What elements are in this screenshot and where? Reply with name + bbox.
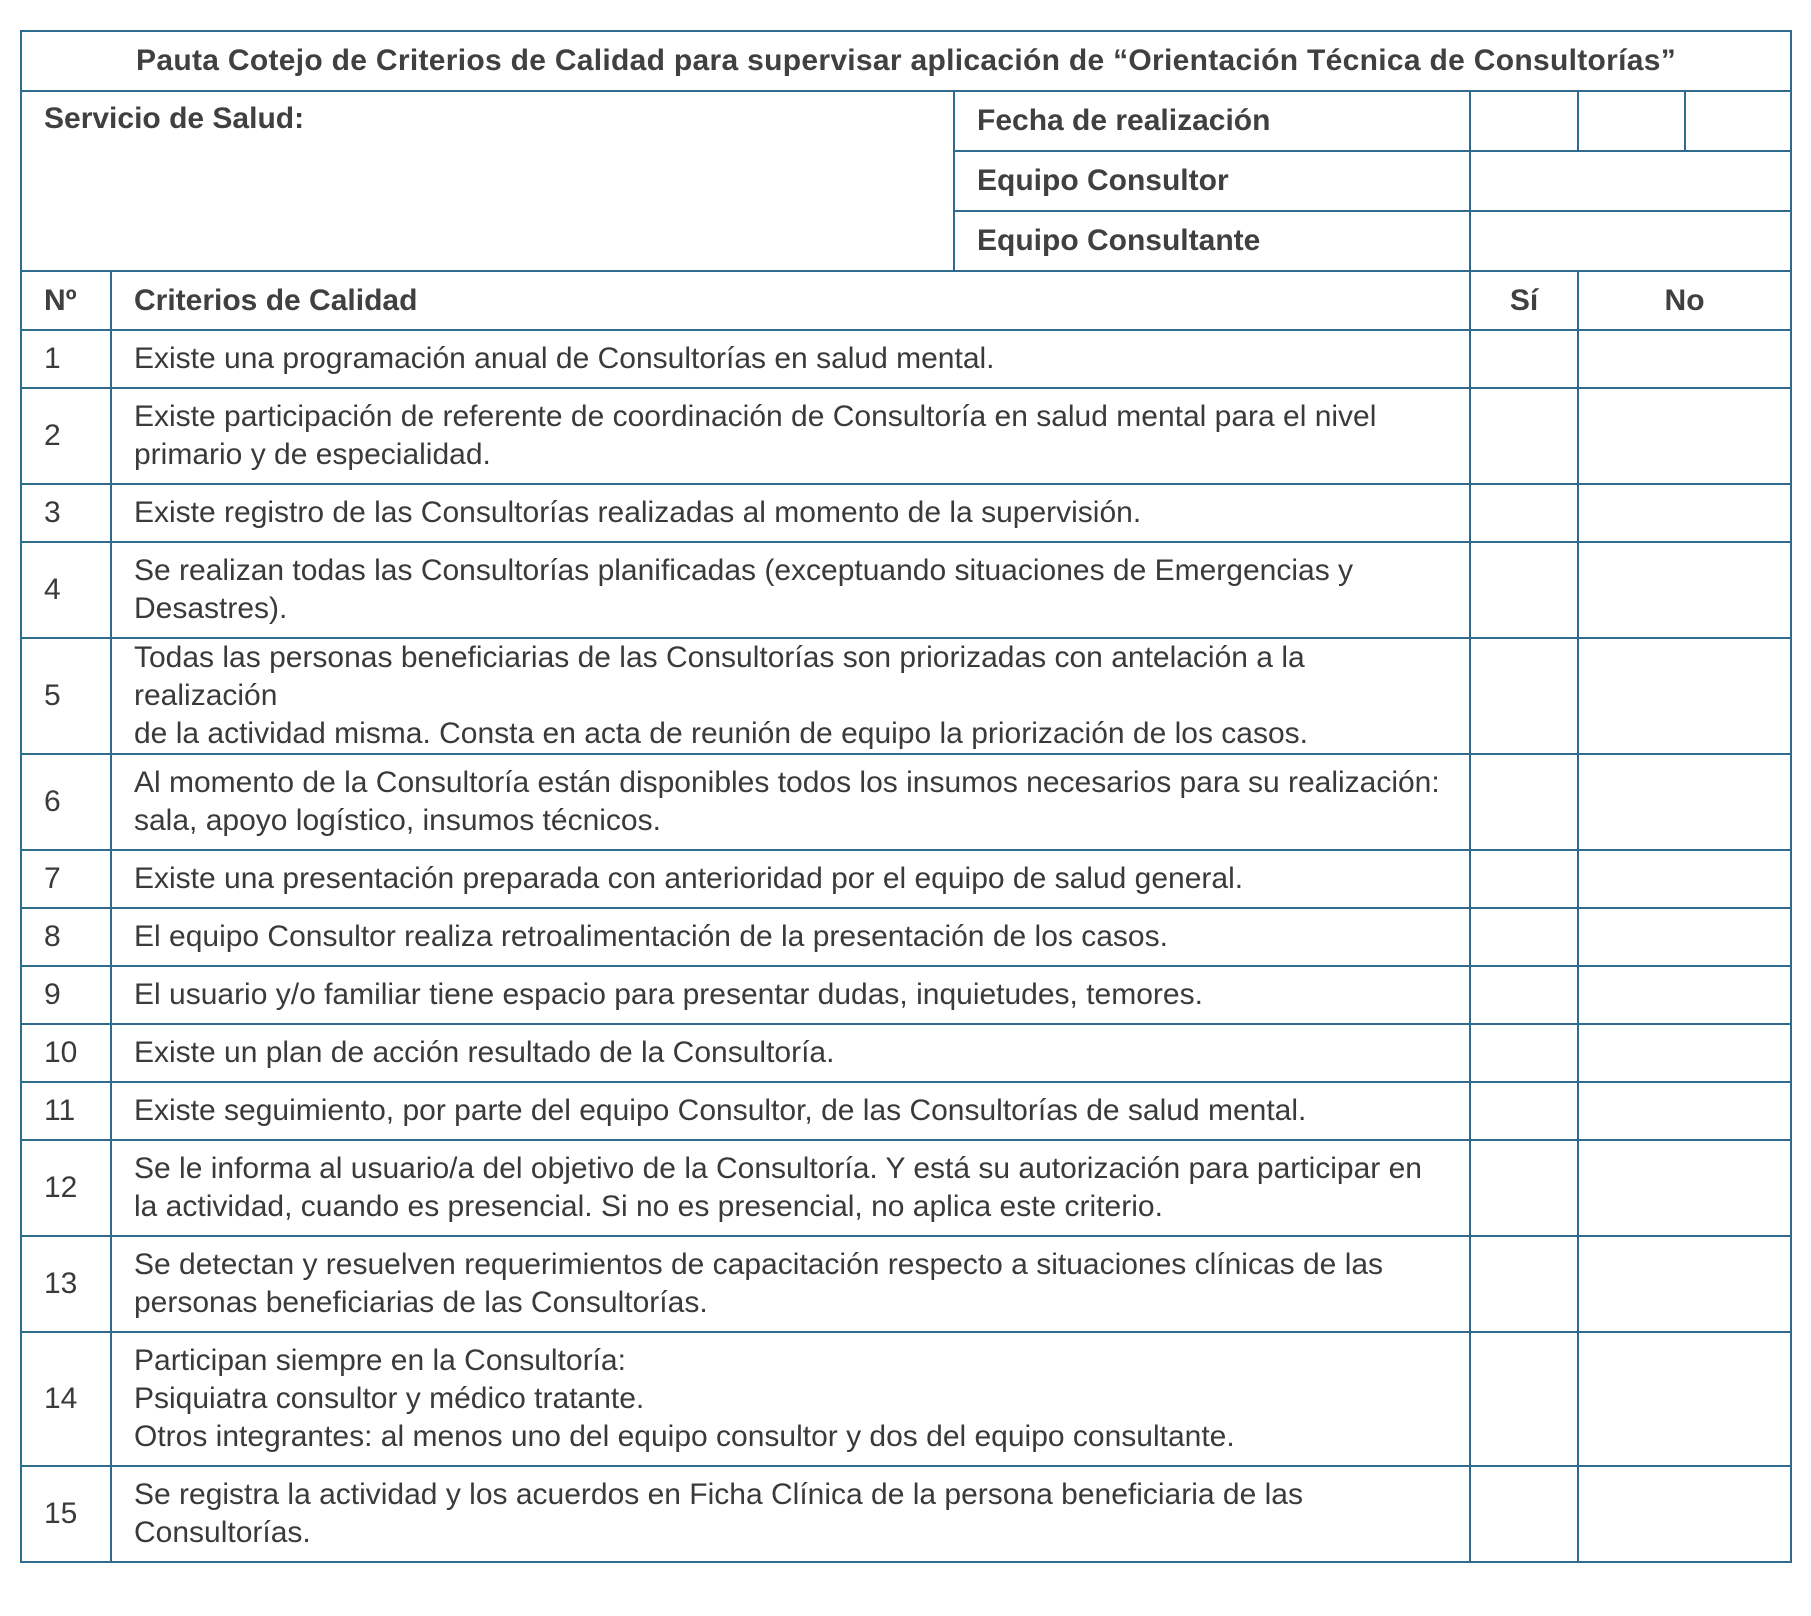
criterion-number: 14 — [21, 1332, 111, 1466]
no-checkbox-cell[interactable] — [1578, 1140, 1791, 1236]
criterion-line: de la actividad misma. Consta en acta de reunión de equipo la priorización de los casos. — [134, 717, 1309, 750]
col-header-no: No — [1578, 271, 1791, 330]
table-row — [21, 542, 1791, 638]
criterion-number: 1 — [21, 330, 111, 388]
si-checkbox-cell[interactable] — [1470, 388, 1578, 484]
criterion-text — [111, 638, 1470, 754]
table-row — [21, 1140, 1791, 1236]
table-row — [21, 1024, 1791, 1082]
criterion-line: la actividad, cuando es presencial. Si no es presencial, no aplica este criterio. — [134, 1190, 1163, 1223]
criterion-number: 13 — [21, 1236, 111, 1332]
no-checkbox-cell[interactable] — [1578, 388, 1791, 484]
criterion-number: 7 — [21, 850, 111, 908]
criterion-text — [111, 1332, 1470, 1466]
criterion-line: Participan siempre en la Consultoría: — [134, 1344, 626, 1377]
table-row — [21, 908, 1791, 966]
table-row — [21, 330, 1791, 388]
si-checkbox-cell[interactable] — [1470, 1024, 1578, 1082]
title-row — [21, 31, 1791, 91]
criterion-number: 15 — [21, 1466, 111, 1562]
criterion-line: El usuario y/o familiar tiene espacio para presentar dudas, inquietudes, temores. — [134, 978, 1203, 1011]
criterion-number: 11 — [21, 1082, 111, 1140]
criterion-number: 8 — [21, 908, 111, 966]
servicio-salud-label: Servicio de Salud: — [21, 91, 954, 271]
criterion-text — [111, 754, 1470, 850]
criterion-line: Existe participación de referente de coordinación de Consultoría en salud mental para el nivel — [134, 400, 1377, 433]
no-checkbox-cell[interactable] — [1578, 966, 1791, 1024]
criterion-line: Se registra la actividad y los acuerdos en Ficha Clínica de la persona beneficiaria de las — [134, 1478, 1303, 1511]
no-checkbox-cell[interactable] — [1578, 1024, 1791, 1082]
criterion-line: Existe una programación anual de Consultorías en salud mental. — [134, 342, 995, 375]
no-checkbox-cell[interactable] — [1578, 542, 1791, 638]
si-checkbox-cell[interactable] — [1470, 1236, 1578, 1332]
criterion-text — [111, 484, 1470, 542]
criterion-text — [111, 966, 1470, 1024]
si-checkbox-cell[interactable] — [1470, 850, 1578, 908]
column-header-row — [21, 271, 1791, 330]
si-checkbox-cell[interactable] — [1470, 1466, 1578, 1562]
criterion-text — [111, 542, 1470, 638]
col-header-criterios: Criterios de Calidad — [111, 271, 1470, 330]
fecha-label: Fecha de realización — [954, 91, 1470, 151]
criterion-number: 5 — [21, 638, 111, 754]
table-row — [21, 638, 1791, 754]
criterion-line: Psiquiatra consultor y médico tratante. — [134, 1382, 645, 1415]
si-checkbox-cell[interactable] — [1470, 1140, 1578, 1236]
criterion-line: personas beneficiarias de las Consultorías. — [134, 1286, 708, 1319]
criterion-line: primario y de especialidad. — [134, 438, 491, 471]
table-row — [21, 754, 1791, 850]
si-checkbox-cell[interactable] — [1470, 966, 1578, 1024]
criterion-number: 12 — [21, 1140, 111, 1236]
no-checkbox-cell[interactable] — [1578, 1236, 1791, 1332]
criterion-line: Se le informa al usuario/a del objetivo de la Consultoría. Y está su autorización para participar en — [134, 1152, 1422, 1185]
si-checkbox-cell[interactable] — [1470, 330, 1578, 388]
si-checkbox-cell[interactable] — [1470, 754, 1578, 850]
si-checkbox-cell[interactable] — [1470, 908, 1578, 966]
table-row — [21, 1236, 1791, 1332]
criterion-text — [111, 388, 1470, 484]
no-checkbox-cell[interactable] — [1578, 1082, 1791, 1140]
no-checkbox-cell[interactable] — [1578, 330, 1791, 388]
si-checkbox-cell[interactable] — [1470, 638, 1578, 754]
criterion-text — [111, 1140, 1470, 1236]
col-header-num: Nº — [21, 271, 111, 330]
criterion-text — [111, 908, 1470, 966]
checklist-table — [20, 30, 1792, 1563]
criterion-line: Todas las personas beneficiarias de las Consultorías son priorizadas con antelación a la realización — [134, 641, 1305, 712]
fecha-year-field[interactable] — [1685, 91, 1791, 151]
criterion-number: 2 — [21, 388, 111, 484]
criterion-number: 10 — [21, 1024, 111, 1082]
col-header-si: Sí — [1470, 271, 1578, 330]
criterion-line: sala, apoyo logístico, insumos técnicos. — [134, 804, 661, 837]
criterion-text — [111, 1024, 1470, 1082]
equipo-consultante-field[interactable] — [1470, 211, 1791, 271]
criterion-text — [111, 1466, 1470, 1562]
table-row — [21, 484, 1791, 542]
fecha-row — [21, 91, 1791, 151]
no-checkbox-cell[interactable] — [1578, 908, 1791, 966]
no-checkbox-cell[interactable] — [1578, 1332, 1791, 1466]
equipo-consultor-label: Equipo Consultor — [954, 151, 1470, 211]
table-row — [21, 1466, 1791, 1562]
no-checkbox-cell[interactable] — [1578, 638, 1791, 754]
si-checkbox-cell[interactable] — [1470, 484, 1578, 542]
no-checkbox-cell[interactable] — [1578, 850, 1791, 908]
criterion-text — [111, 850, 1470, 908]
criterion-text — [111, 1236, 1470, 1332]
table-row — [21, 850, 1791, 908]
criterion-line: Desastres). — [134, 592, 288, 625]
criterion-line: Otros integrantes: al menos uno del equipo consultor y dos del equipo consultante. — [134, 1420, 1235, 1453]
no-checkbox-cell[interactable] — [1578, 484, 1791, 542]
table-row — [21, 1332, 1791, 1466]
fecha-month-field[interactable] — [1578, 91, 1685, 151]
no-checkbox-cell[interactable] — [1578, 1466, 1791, 1562]
criterion-line: Se realizan todas las Consultorías planificadas (exceptuando situaciones de Emergencias y — [134, 554, 1354, 587]
criterion-line: Existe seguimiento, por parte del equipo Consultor, de las Consultorías de salud mental. — [134, 1094, 1307, 1127]
criterion-line: Existe una presentación preparada con anterioridad por el equipo de salud general. — [134, 862, 1244, 895]
criterion-text — [111, 1082, 1470, 1140]
criterion-number: 3 — [21, 484, 111, 542]
criterion-line: Existe registro de las Consultorías realizadas al momento de la supervisión. — [134, 496, 1142, 529]
equipo-consultante-label: Equipo Consultante — [954, 211, 1470, 271]
si-checkbox-cell[interactable] — [1470, 542, 1578, 638]
criterion-line: Al momento de la Consultoría están disponibles todos los insumos necesarios para su realización: — [134, 766, 1440, 799]
table-row — [21, 966, 1791, 1024]
criterion-line: Consultorías. — [134, 1516, 311, 1549]
criterion-number: 6 — [21, 754, 111, 850]
criterion-number: 9 — [21, 966, 111, 1024]
si-checkbox-cell[interactable] — [1470, 1332, 1578, 1466]
no-checkbox-cell[interactable] — [1578, 754, 1791, 850]
table-row — [21, 388, 1791, 484]
document-title: Pauta Cotejo de Criterios de Calidad para supervisar aplicación de “Orientación Técnica de Consultorías” — [21, 31, 1791, 91]
criterion-number: 4 — [21, 542, 111, 638]
fecha-day-field[interactable] — [1470, 91, 1578, 151]
equipo-consultor-field[interactable] — [1470, 151, 1791, 211]
checklist-sheet — [20, 30, 1790, 1563]
criterion-text — [111, 330, 1470, 388]
si-checkbox-cell[interactable] — [1470, 1082, 1578, 1140]
criterion-line: Se detectan y resuelven requerimientos de capacitación respecto a situaciones clínicas de las — [134, 1248, 1384, 1281]
table-row — [21, 1082, 1791, 1140]
criterion-line: Existe un plan de acción resultado de la Consultoría. — [134, 1036, 835, 1069]
criterion-line: El equipo Consultor realiza retroalimentación de la presentación de los casos. — [134, 920, 1168, 953]
